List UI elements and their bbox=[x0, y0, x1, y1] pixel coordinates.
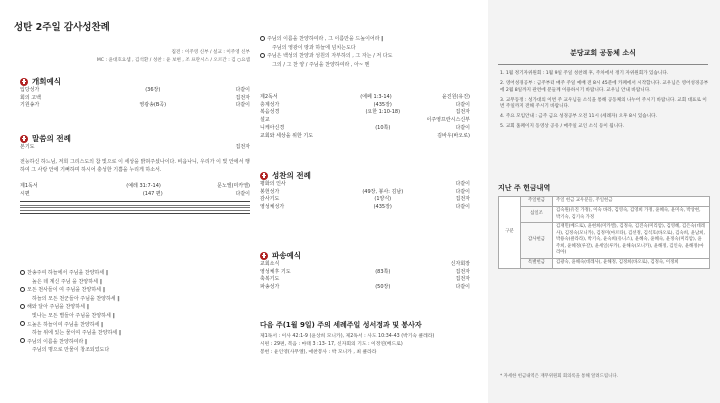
next-week-title: 다음 주(1월 9일) 주의 세례주일 성서정과 및 봉사자 bbox=[260, 321, 422, 329]
text-line bbox=[20, 286, 250, 295]
order-row bbox=[20, 144, 250, 152]
order-row bbox=[260, 117, 470, 125]
order-list bbox=[20, 144, 250, 152]
item-detail: (435장) bbox=[373, 101, 392, 108]
group-cell: 구분 bbox=[499, 197, 521, 269]
donors-cell: 김재민(베드로), 윤현희(미카엘), 김정숙, 김진숙(미리암), 김영혜, 김은숙(데레사), 김정숙(모니카), 김정미(마르타), 김선정, 김석호(바오로), 김숙희, 윤남희, 박용숙(클라라), 박기숙, 윤숙희(유니스), 윤혜숙, 윤혜숙, 윤정숙(미리암), 윤주희, 윤혜정(루갈), 윤세일(루카), 윤해숙(모니카), 윤해정, 김인숙, 윤해정(마리아) bbox=[553, 223, 710, 259]
item-label: 입당성가 bbox=[20, 87, 40, 93]
text-line bbox=[20, 278, 250, 287]
divider bbox=[498, 64, 708, 65]
item-leader: 집전자 bbox=[455, 109, 470, 116]
category-cell: 특별헌금 bbox=[521, 259, 553, 269]
line-text: 빛나는 모든 별들아 주님을 찬양하세 ‖ bbox=[32, 312, 115, 319]
item-detail: (83쪽) bbox=[375, 268, 391, 275]
item-leader: 집전자 bbox=[455, 196, 470, 203]
category-cell: 십일조 bbox=[521, 206, 553, 222]
news-title: 분당교회 공동체 소식 bbox=[570, 49, 636, 57]
item-label: 봉헌성가 bbox=[260, 188, 280, 195]
item-label: 설교 bbox=[260, 117, 270, 124]
item-label: 축복기도 bbox=[260, 276, 280, 283]
order-row bbox=[260, 109, 470, 117]
order-list bbox=[260, 261, 470, 292]
item-label: 평화의 인사 bbox=[260, 181, 286, 187]
item-leader: 신자회장 bbox=[450, 261, 470, 267]
section-heading bbox=[20, 133, 250, 144]
line-text: 주님의 영광이 땅과 하늘에 넘치는도다 bbox=[272, 44, 356, 51]
news-item: 5. 교회 홈페이지 동영상 공유 / 매주일 교인 소식 등이 됩니다. bbox=[500, 124, 625, 130]
line-text: 주님의 이름을 찬양하여라 , 그 이름만을 드높이어라 ‖ bbox=[267, 36, 384, 42]
item-leader: 집전자 bbox=[455, 276, 470, 283]
text-line bbox=[20, 346, 250, 355]
next-week-line: 제1독서 : 이사 42:1-9 (윤상희 모니카), 제2독서 : 사도 10:34-43 (박기숙 클레라) bbox=[260, 334, 435, 339]
psalm-text-continued bbox=[260, 35, 470, 69]
item-leader: 이주영프란시스신부 bbox=[426, 117, 470, 124]
category-cell: 주일헌금 bbox=[521, 197, 553, 207]
donors-cell: 주일 헌금 교우분들, 주일헌금 bbox=[553, 197, 710, 207]
credits-line: MC : 윤대호요셉 , 김석환 / 성찬 : 윤 보현 , 조 프란시스 / 오르간 : 김 ○요셉 bbox=[96, 57, 250, 63]
dismissal-section bbox=[260, 250, 470, 292]
section-heading bbox=[260, 170, 470, 181]
text-line bbox=[260, 44, 470, 53]
item-detail: 영광송(B곡) bbox=[139, 102, 167, 109]
item-label: 감사기도 bbox=[260, 196, 280, 203]
text-line bbox=[260, 52, 470, 61]
order-row bbox=[20, 191, 250, 199]
line-text: 드높은 하늘이여 주님을 찬양하세 ‖ bbox=[27, 321, 104, 328]
left-column bbox=[0, 0, 255, 403]
order-list bbox=[260, 94, 470, 140]
text-line bbox=[20, 312, 250, 321]
item-leader: 김바우(바오로) bbox=[437, 132, 470, 139]
text-line bbox=[20, 338, 250, 347]
order-row bbox=[20, 183, 250, 191]
page-title: 성탄 2주일 감사성찬례 bbox=[14, 22, 110, 33]
cross-icon bbox=[260, 252, 268, 260]
item-leader: 집전자 bbox=[455, 268, 470, 275]
order-row bbox=[260, 94, 470, 102]
section-heading bbox=[20, 76, 250, 87]
line-text: 주님의 이름을 찬양하여라 ‖ bbox=[27, 338, 88, 345]
line-text: 그의 / 그 찬 양 / 주님을 찬양하여라 , 아~ 멘 bbox=[272, 61, 370, 68]
item-leader: 다같이 bbox=[235, 102, 250, 109]
text-line bbox=[260, 35, 470, 44]
item-detail: (10쪽) bbox=[375, 124, 391, 131]
news-list bbox=[500, 71, 710, 134]
item-label: 시편 bbox=[20, 190, 30, 197]
footnote: * 자세한 헌금내역은 재무위원회 회의록을 통해 알려드립니다. bbox=[500, 374, 619, 379]
text-line bbox=[20, 303, 250, 312]
table-row bbox=[499, 259, 710, 269]
circle-bullet-icon bbox=[260, 36, 265, 41]
item-label: 영성체후 기도 bbox=[260, 268, 291, 275]
psalm-text bbox=[20, 269, 250, 355]
donors-cell: 김숙원(유진 가정), 이숙 바라, 김영숙, 김영희 가정, 윤혜숙, 윤미숙, 박상현, 박기숙, 김기숙 가정 bbox=[553, 206, 710, 222]
item-detail: (에페 1:3-14) bbox=[360, 94, 392, 100]
item-leader: 다같이 bbox=[455, 204, 470, 211]
order-row bbox=[260, 261, 470, 269]
next-week-line: 시편 : 29편, 복음 : 마태 3 :13- 17, 신자회의 기도 : 이정연(베드로) bbox=[260, 342, 403, 347]
item-label: 교회와 세상을 위한 기도 bbox=[260, 132, 314, 139]
item-leader: 다같이 bbox=[455, 124, 470, 131]
offerings-title: 지난 주 헌금내역 bbox=[498, 184, 551, 192]
line-text: 모든 천사들이 여 주님을 찬양하세 ‖ bbox=[27, 287, 106, 294]
item-label: 회의 고백 bbox=[20, 94, 41, 101]
line-text: 주님의 명으로 만물이 창조되었도다 bbox=[32, 347, 110, 354]
item-detail: (예레 31:7-14) bbox=[126, 182, 161, 189]
item-leader: 다같이 bbox=[455, 284, 470, 291]
collect-text: 전능하신 하느님, 저희 그리스도의 참 빛으로 이 세상을 밝혀주셨나이다. 비옵나니, 우리가 이 빛 안에서 행하여 그 사랑 안에 기뻐하며 하시어 충성한 기쁨을 누리게 하소서. bbox=[20, 158, 250, 174]
news-item: 1. 1월 정기자위원회 : 1월 9일 주일 성찬례 후, 주차에서 정기 자위원회가 있습니다. bbox=[500, 71, 669, 76]
text-line bbox=[20, 329, 250, 338]
news-item: 4. 주요 모임안내 : 금주 금요 성경공부 오전 11시 (세례자) 오후 8시 있습니다. bbox=[500, 114, 658, 120]
item-label: 니케아신경 bbox=[260, 124, 285, 131]
next-week-line: 봉헌 : 윤인영(사무엘), 애찬봉사 : 박 모니카 , 최 클라라 bbox=[260, 350, 377, 355]
order-row bbox=[260, 269, 470, 277]
item-label: 제2독서 bbox=[260, 94, 278, 100]
music-score bbox=[20, 201, 250, 214]
order-list bbox=[260, 181, 470, 212]
news-item: 3. 교무동정 : 성가대의 이번 주 교우님들 소식을 통해 공동체의 나누어 주시기 바랍니다. 교회 대표로 이번 주일까지 전해 주시기 바랍니다. bbox=[500, 97, 707, 110]
circle-bullet-icon bbox=[260, 53, 265, 58]
item-label: 본기도 bbox=[20, 144, 35, 150]
cross-icon bbox=[20, 135, 28, 143]
item-leader: 다같이 bbox=[455, 181, 470, 187]
order-row bbox=[260, 276, 470, 284]
circle-bullet-icon bbox=[20, 304, 25, 309]
order-row bbox=[260, 181, 470, 189]
eucharist-section bbox=[260, 170, 470, 212]
circle-bullet-icon bbox=[20, 321, 25, 326]
order-row bbox=[260, 125, 470, 133]
readings-block bbox=[260, 94, 470, 140]
category-cell: 감사헌금 bbox=[521, 223, 553, 259]
section-title: 성찬의 전례 bbox=[272, 171, 311, 180]
table-row bbox=[499, 206, 710, 222]
text-line bbox=[20, 295, 250, 304]
order-row bbox=[260, 196, 470, 204]
item-detail: (요한 1:10-18) bbox=[365, 109, 401, 116]
item-label: 복음성경 bbox=[260, 109, 280, 116]
line-text: 해와 달아 주님을 찬양하세 ‖ bbox=[27, 304, 89, 311]
item-leader: 다같이 bbox=[455, 188, 470, 195]
order-row bbox=[20, 102, 250, 110]
item-leader: 다같이 bbox=[455, 101, 470, 108]
order-row bbox=[20, 87, 250, 95]
section-title: 파송예식 bbox=[272, 251, 301, 260]
item-label: 교회소식 bbox=[260, 261, 280, 267]
circle-bullet-icon bbox=[20, 338, 25, 343]
order-list bbox=[20, 183, 250, 198]
credits bbox=[14, 49, 250, 64]
item-leader: 윤진원(유진) bbox=[441, 94, 470, 100]
order-row bbox=[260, 284, 470, 292]
item-label: 기원송가 bbox=[20, 102, 40, 109]
item-detail: (147 편) bbox=[142, 190, 163, 197]
order-row bbox=[260, 204, 470, 212]
right-column bbox=[488, 0, 720, 403]
line-text: 하늘 위에 있는 물이여 주님을 찬양하세 ‖ bbox=[32, 330, 122, 337]
credits-line: 집전 : 이주영 신부 / 설교 : 이주영 신부 bbox=[171, 50, 250, 55]
item-detail: (49장, 봉사: 김남) bbox=[362, 188, 404, 195]
circle-bullet-icon bbox=[20, 287, 25, 292]
section-heading bbox=[260, 250, 470, 261]
item-leader: 문노엘(미카엘) bbox=[217, 182, 250, 189]
item-label: 층계성가 bbox=[260, 101, 280, 108]
middle-column bbox=[255, 0, 480, 403]
gathering-section bbox=[20, 76, 250, 110]
item-label: 파송성가 bbox=[260, 284, 280, 291]
table-row bbox=[499, 223, 710, 259]
section-title: 말씀의 전례 bbox=[32, 134, 71, 143]
table-row bbox=[499, 197, 710, 207]
order-list bbox=[20, 87, 250, 110]
next-week-box bbox=[260, 320, 470, 357]
order-row bbox=[260, 189, 470, 197]
line-text: 높은 데 계신 주님 을 찬양하세 ‖ bbox=[32, 278, 102, 285]
cross-icon bbox=[20, 78, 28, 86]
item-detail: (50장) bbox=[375, 284, 391, 291]
text-line bbox=[20, 269, 250, 278]
line-text: 하늘의 모든 천군들아 주님을 찬양하세 ‖ bbox=[32, 295, 120, 302]
item-detail: (36장) bbox=[145, 87, 161, 93]
order-row bbox=[260, 133, 470, 141]
item-leader: 다같이 bbox=[235, 87, 250, 93]
item-leader: 다같이 bbox=[235, 190, 250, 197]
section-title: 개회예식 bbox=[32, 77, 61, 86]
line-text: 찬송주여 하늘에서 주님을 찬양하세 ‖ bbox=[27, 270, 109, 276]
news-item: 2. 영어성경공부 : 금주부터 매주 주일 예배 전 8시 45분에 카페에서 시작합니다. 교우님은 영어성경공부에 2월 8일까지 관련에 분들께 이용하시기 바랍니다. 교우님 안내 바랍니다. bbox=[500, 80, 709, 93]
cross-icon bbox=[260, 172, 268, 180]
item-label: 영성체성가 bbox=[260, 204, 285, 211]
item-detail: (435장) bbox=[373, 204, 392, 211]
line-text: 주님은 백성의 찬양과 성원의 자부하의 , 그 자는 / 저 다도 bbox=[267, 53, 393, 60]
order-row bbox=[20, 95, 250, 103]
item-detail: (1양식) bbox=[374, 196, 392, 203]
text-line bbox=[20, 321, 250, 330]
item-label: 제1독서 bbox=[20, 182, 38, 189]
item-leader: 집전자 bbox=[235, 144, 250, 150]
word-section bbox=[20, 133, 250, 219]
offerings-table bbox=[498, 196, 710, 269]
donors-cell: 김광숙, 윤해숙(데레사), 윤해정, 김정희(바오로), 김정숙, 이정희 bbox=[553, 259, 710, 269]
circle-bullet-icon bbox=[20, 270, 25, 275]
text-line bbox=[260, 61, 470, 70]
item-leader: 집전자 bbox=[235, 94, 250, 101]
